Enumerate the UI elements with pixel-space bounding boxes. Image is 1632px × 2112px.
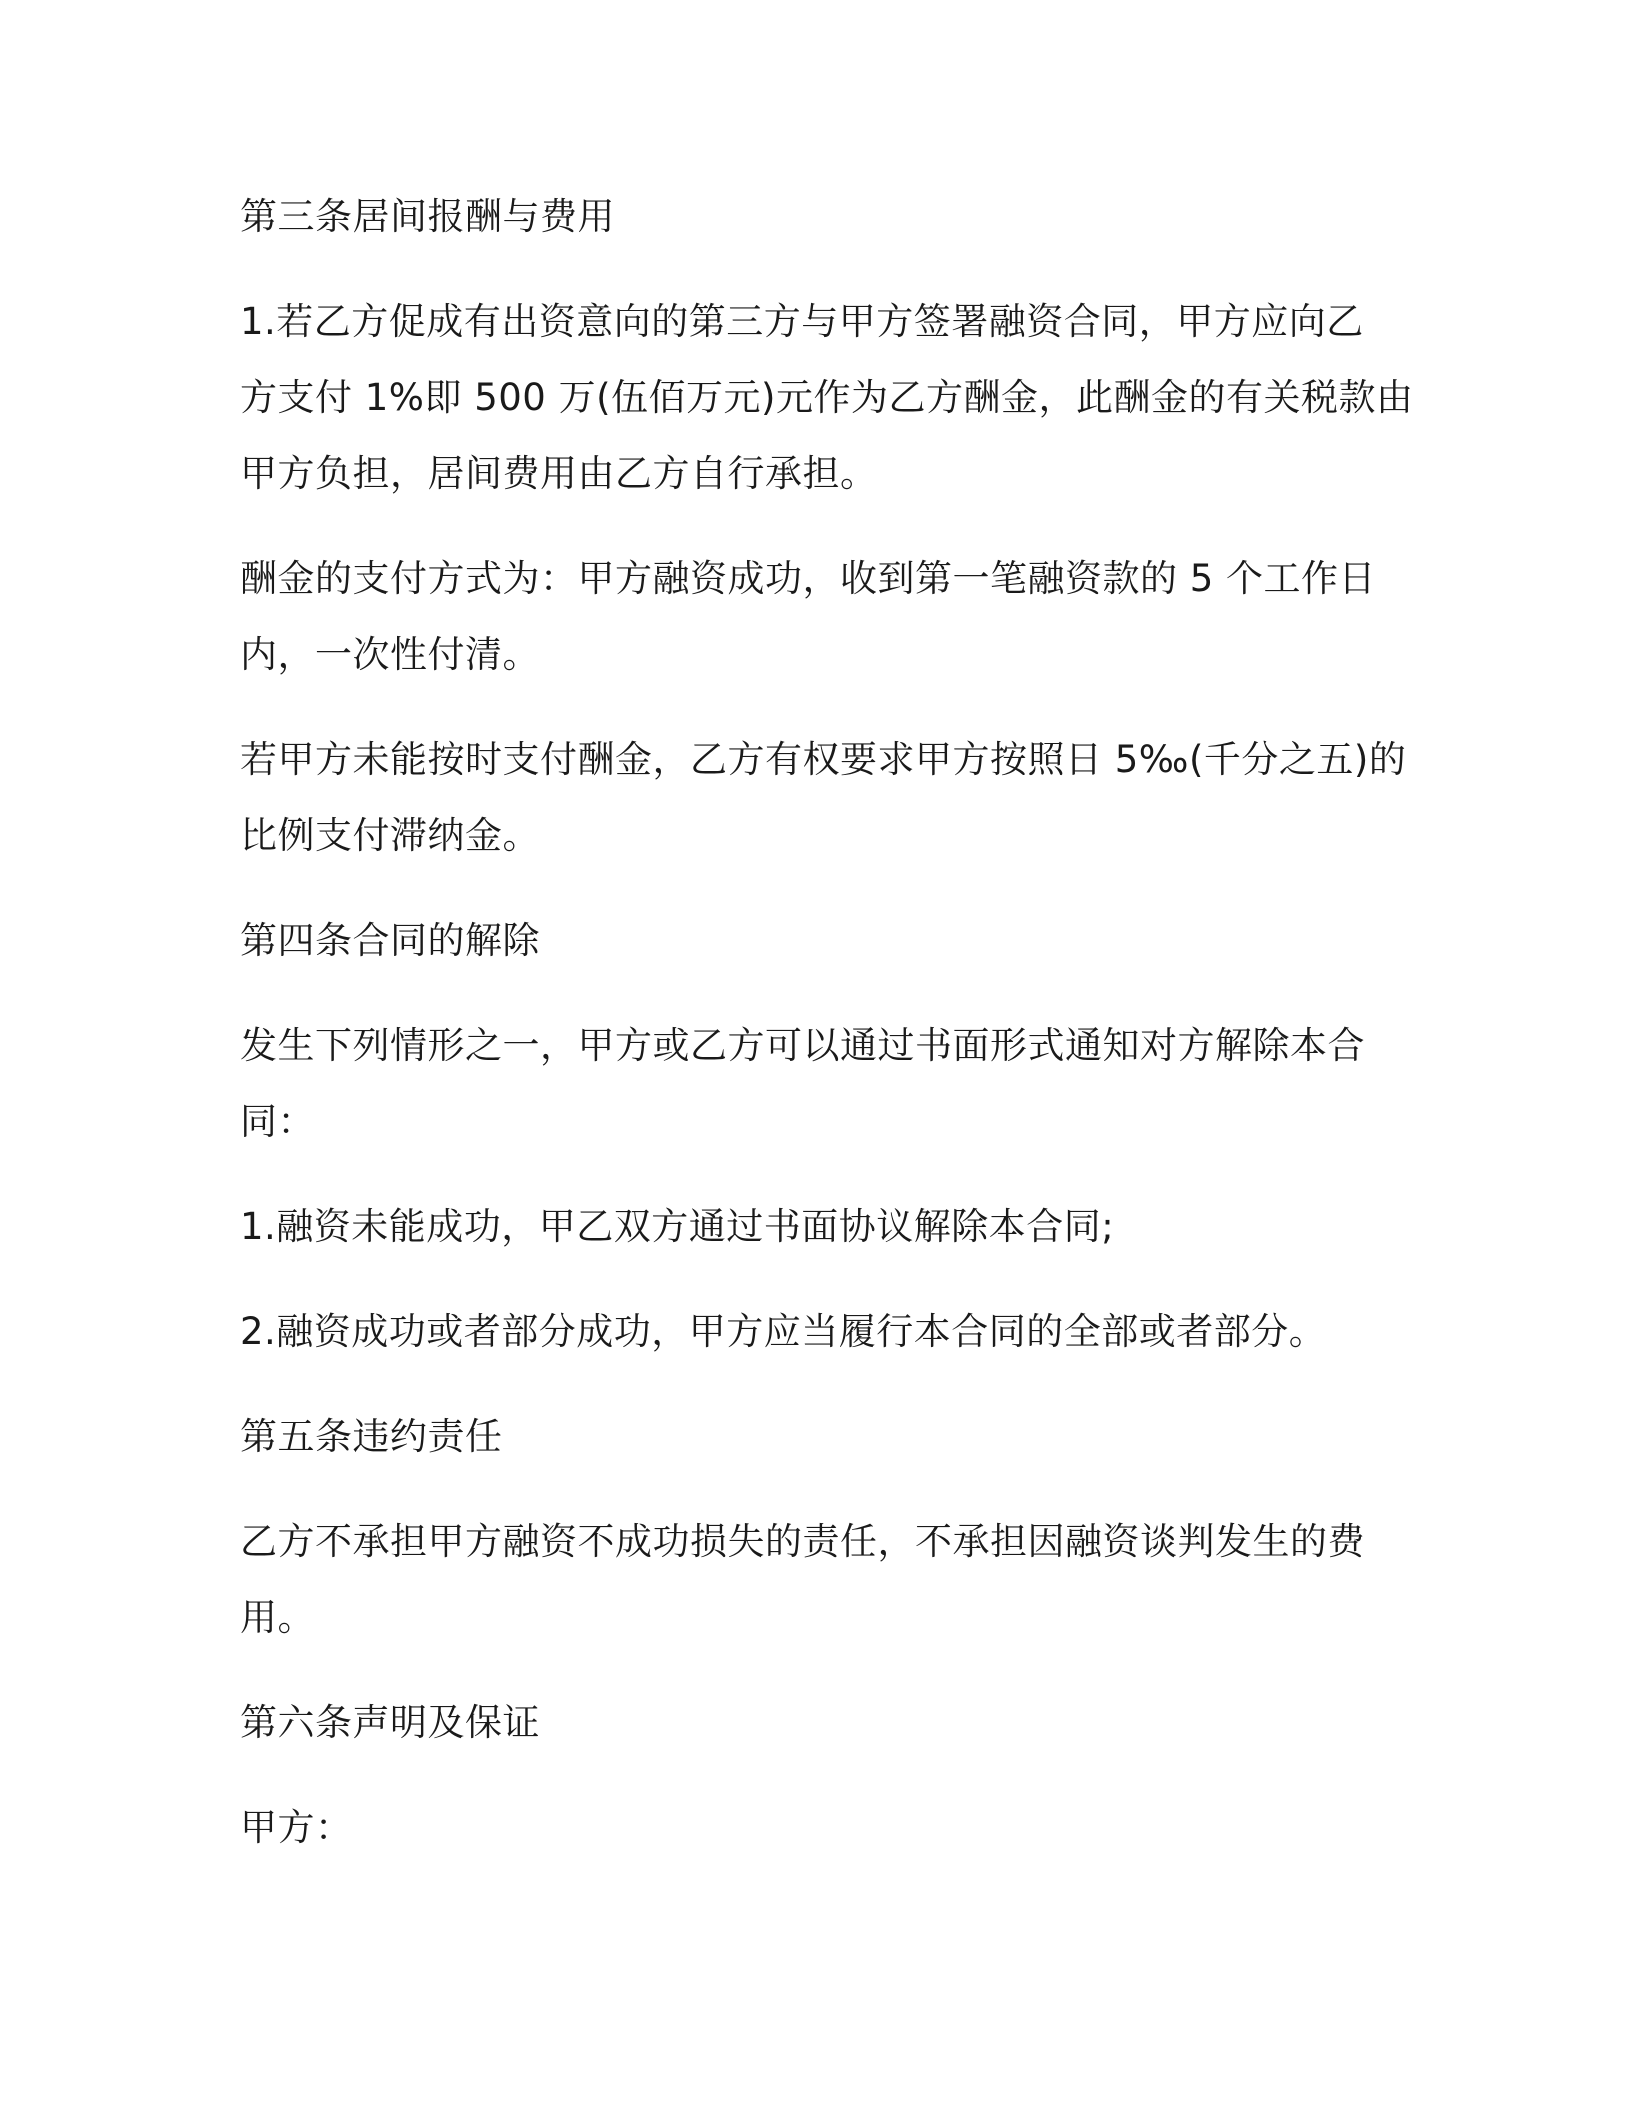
paragraph-line: 发生下列情形之一，甲方或乙方可以通过书面形式通知对方解除本合 [240, 1024, 1365, 1067]
paragraph-line: 1.若乙方促成有出资意向的第三方与甲方签署融资合同，甲方应向乙 [240, 300, 1364, 343]
paragraph-line: 乙方不承担甲方融资不成功损失的责任，不承担因融资谈判发生的费 [240, 1520, 1365, 1563]
section-heading-article-4: 第四条合同的解除 [240, 919, 540, 962]
section-heading-article-6: 第六条声明及保证 [240, 1701, 540, 1744]
paragraph-line: 若甲方未能按时支付酬金，乙方有权要求甲方按照日 5‰(千分之五)的 [240, 738, 1407, 781]
paragraph-line: 方支付 1%即 500 万(伍佰万元)元作为乙方酬金，此酬金的有关税款由 [240, 376, 1414, 419]
paragraph-line: 酬金的支付方式为：甲方融资成功，收到第一笔融资款的 5 个工作日 [240, 557, 1377, 600]
section-heading-article-3: 第三条居间报酬与费用 [240, 195, 615, 238]
paragraph-line: 用。 [240, 1596, 315, 1639]
paragraph-line: 内，一次性付清。 [240, 633, 540, 676]
paragraph-line: 1.融资未能成功，甲乙双方通过书面协议解除本合同; [240, 1205, 1115, 1248]
paragraph-line: 同： [240, 1100, 315, 1143]
paragraph-line: 2.融资成功或者部分成功，甲方应当履行本合同的全部或者部分。 [240, 1310, 1327, 1353]
paragraph-line: 比例支付滞纳金。 [240, 814, 540, 857]
paragraph-line: 甲方： [240, 1806, 353, 1849]
section-heading-article-5: 第五条违约责任 [240, 1415, 503, 1458]
paragraph-line: 甲方负担，居间费用由乙方自行承担。 [240, 452, 878, 495]
